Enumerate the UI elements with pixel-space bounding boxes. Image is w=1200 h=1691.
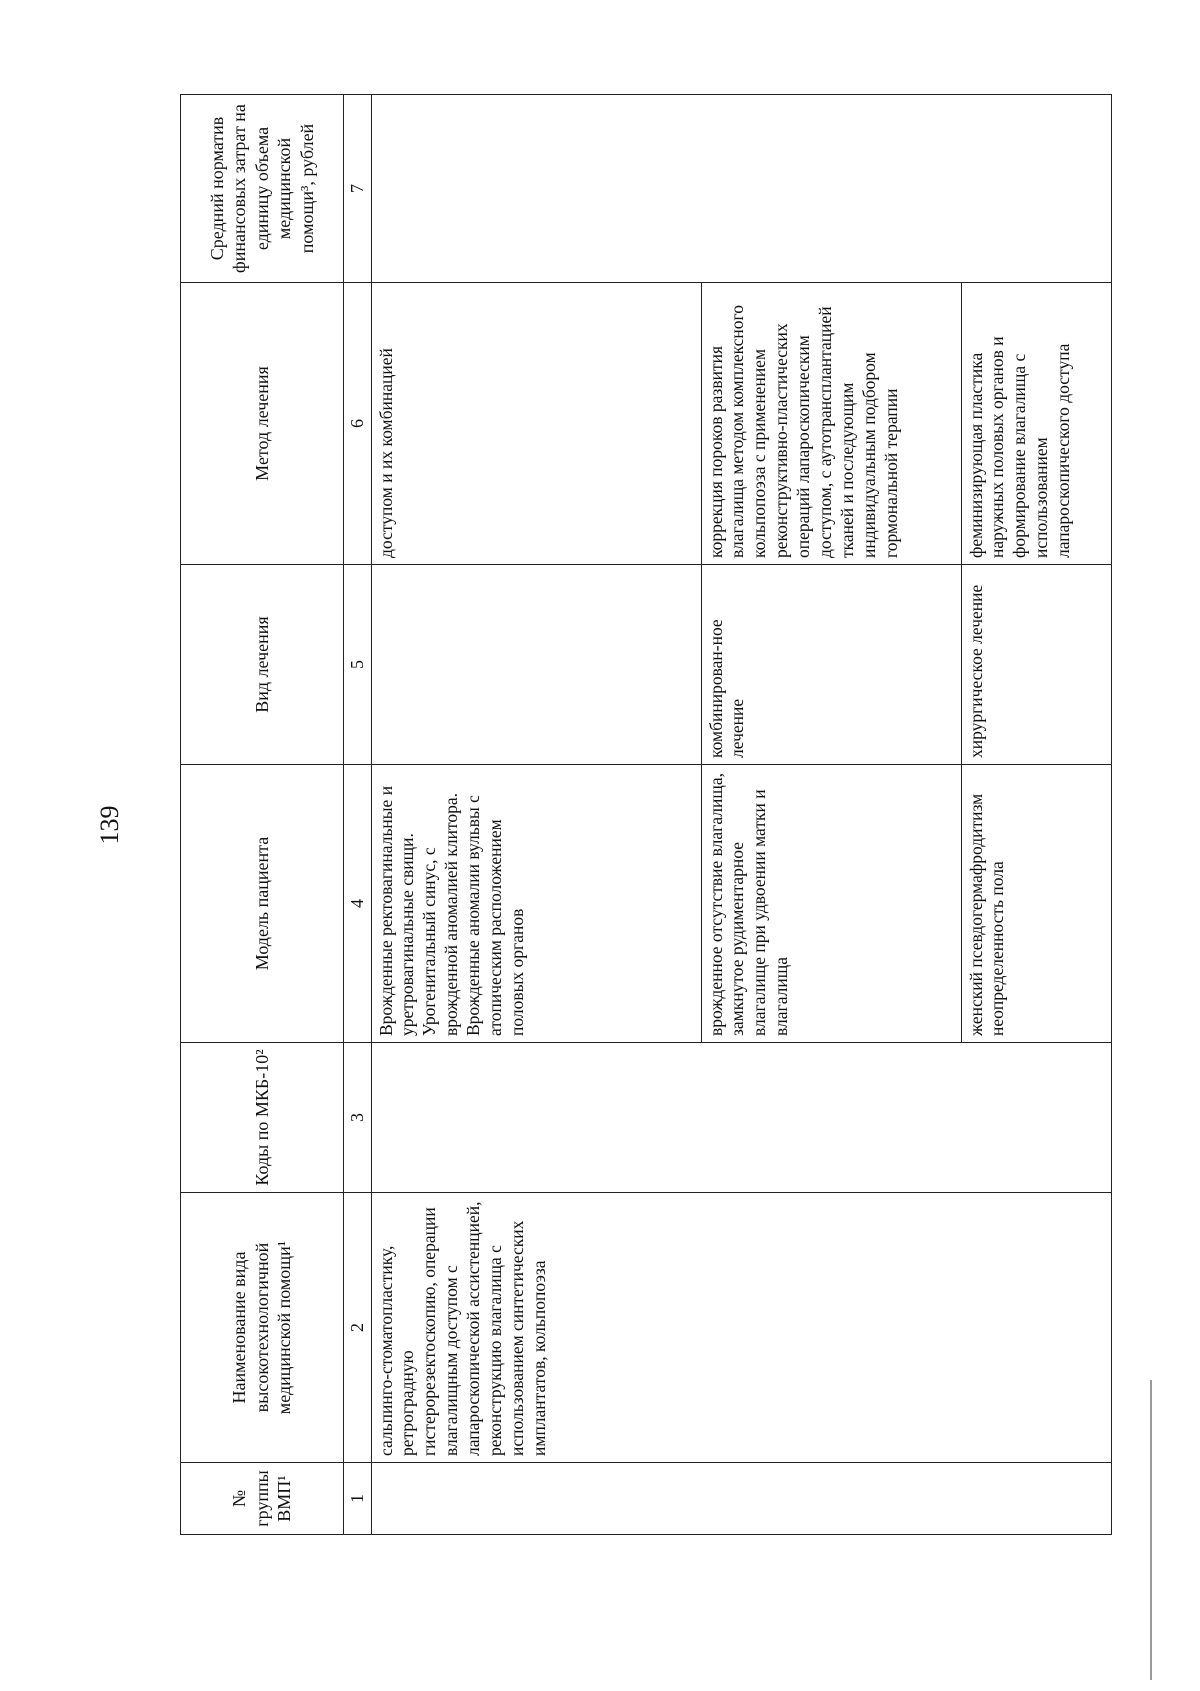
patient-model-cell: женский псевдогермафродитизм неопределенность пола: [961, 765, 1111, 1043]
treatment-method-cell: феминизирующая пластика наружных половых органов и формирование влагалища с использованием лапароскопического доступа: [961, 283, 1111, 565]
care-name-cell: сальпинго-стоматопластику, ретроградную гистерорезектоскопию, операции влагалищным доступом с лапароскопической ассистенцией, реконструкцию влагалища с использованием синтетических имплантатов, кольпопоэза: [371, 1193, 1111, 1463]
header-icd-codes: Коды по МКБ-10²: [181, 1043, 344, 1193]
column-number: 3: [344, 1043, 372, 1193]
treatment-method-cell: коррекция пороков развития влагалища методом комплексного кольпопоэза с применением реконструктивно-пластических операций лапароскопическим доступом, с аутотрансплантацией тканей и последующим индивидуальным подбором гормональной терапии: [701, 283, 961, 565]
group-number-cell: [371, 1463, 1111, 1535]
header-group-number: № группы ВМП¹: [181, 1463, 344, 1535]
column-number-row: [344, 95, 372, 1535]
treatment-type-cell: комбинирован-ное лечение: [701, 565, 961, 765]
vmp-table: [180, 94, 1112, 1535]
patient-model-cell: врожденное отсутствие влагалища, замкнутое рудиментарное влагалище при удвоении матки и влагалища: [701, 765, 961, 1043]
column-number: 4: [344, 765, 372, 1043]
header-treatment-type: Вид лечения: [181, 565, 344, 765]
average-cost-cell: [371, 95, 1111, 283]
icd-codes-cell: [371, 1043, 1111, 1193]
column-number: 7: [344, 95, 372, 283]
header-care-name: Наименование вида высокотехнологичной медицинской помощи¹: [181, 1193, 344, 1463]
patient-model-cell: Врожденные ректовагинальные и уретровагинальные свищи. Урогенитальный синус, с врожденной аномалией клитора. Врожденные аномалии вульвы с атопическим расположением половых органов: [371, 765, 701, 1043]
rotated-table-wrapper: [180, 95, 1110, 1535]
column-number: 6: [344, 283, 372, 565]
page-number: 139: [95, 805, 124, 845]
header-average-cost: Средний норматив финансовых затрат на единицу объема медицинской помощи³, рублей: [181, 95, 344, 283]
column-number: 5: [344, 565, 372, 765]
header-treatment-method: Метод лечения: [181, 283, 344, 565]
scan-edge-line: [1150, 1380, 1152, 1680]
column-number: 1: [344, 1463, 372, 1535]
header-patient-model: Модель пациента: [181, 765, 344, 1043]
treatment-type-cell: [371, 565, 701, 765]
column-number: 2: [344, 1193, 372, 1463]
treatment-type-cell: хирургическое лечение: [961, 565, 1111, 765]
table-row: [371, 95, 701, 1535]
header-row: [181, 95, 344, 1535]
treatment-method-cell: доступом и их комбинацией: [371, 283, 701, 565]
